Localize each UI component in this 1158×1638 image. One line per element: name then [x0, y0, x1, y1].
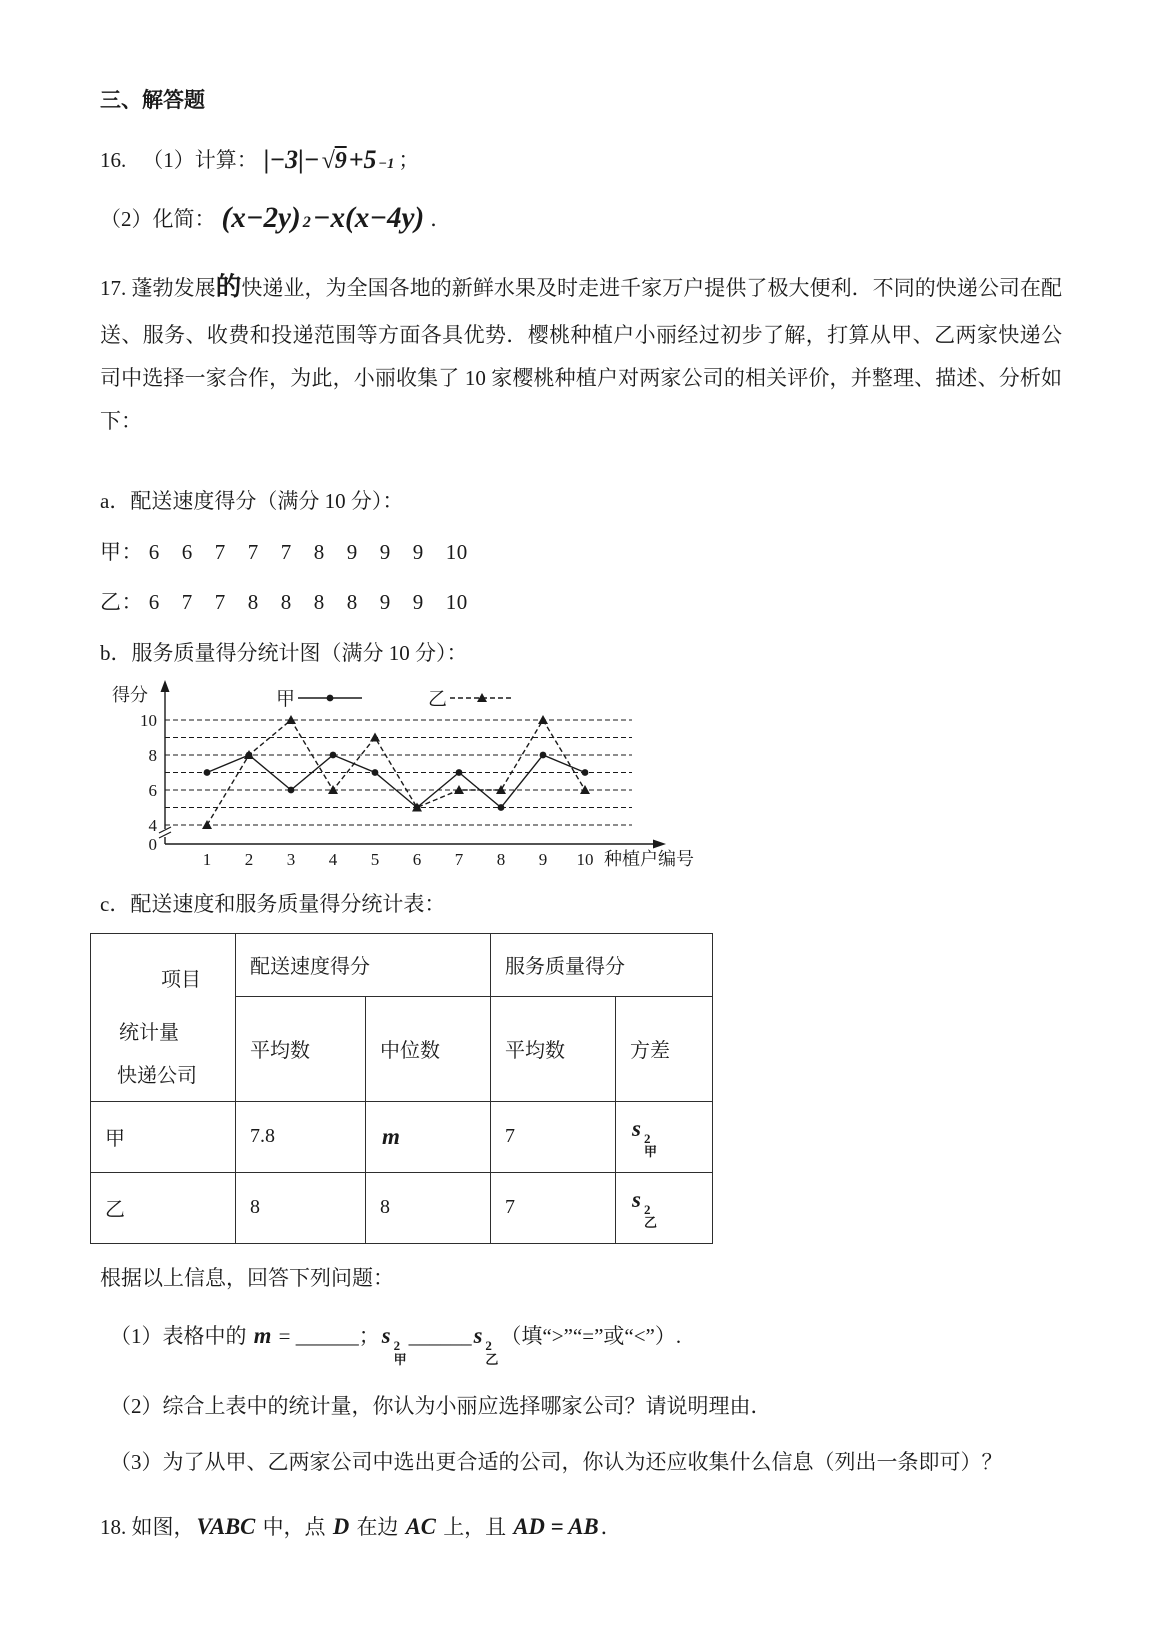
q16-number: 16. — [100, 147, 127, 172]
q17-a-label: a．配送速度得分（满分 10 分）： — [100, 489, 404, 514]
col-header-speed-median: 中位数 — [366, 996, 491, 1101]
math-mm: |−3|− — [263, 145, 320, 174]
marker-triangle-乙 — [370, 733, 380, 742]
jia-speed-median — [366, 1101, 491, 1172]
stats-table — [90, 933, 713, 1244]
math-mt: ． — [600, 1514, 622, 1539]
col-header-service-mean: 平均数 — [491, 996, 616, 1101]
y-tick-0: 0 — [148, 835, 157, 855]
legend-label-甲: 甲 — [276, 689, 296, 711]
x-axis-label: 种植户编号 — [604, 849, 694, 870]
q17-sub-question-2: （2）综合上表中的统计量，你认为小丽应选择哪家公司？请说明理由． — [110, 1393, 772, 1418]
math-mm: s — [632, 1186, 641, 1212]
chart-svg — [100, 675, 720, 875]
x-tick-9: 9 — [538, 850, 548, 870]
question-18 — [100, 1509, 1062, 1544]
math-mt: 7 — [505, 1196, 515, 1219]
table-row-yi — [91, 1172, 713, 1243]
series-line-甲 — [207, 755, 585, 808]
q16-part1-end: ； — [398, 147, 420, 172]
q16-part2-label: （2）化简： — [100, 206, 216, 231]
col-header-speed-mean: 平均数 — [236, 996, 366, 1101]
math-mm: m — [253, 1323, 272, 1349]
group-header-service: 服务质量得分 — [491, 933, 713, 996]
yi-label: 乙： — [100, 590, 143, 615]
marker-circle-甲 — [204, 769, 211, 776]
legend-label-乙: 乙 — [428, 689, 448, 711]
math-mm: s — [632, 1115, 641, 1141]
corner-bottom-label: 快递公司 — [117, 1064, 197, 1087]
corner-mid-label: 统计量 — [119, 1021, 179, 1044]
yi-service-mean — [491, 1172, 616, 1243]
y-tick-4: 4 — [148, 816, 157, 836]
x-tick-6: 6 — [412, 850, 422, 870]
q17-jia-score-row — [100, 536, 1062, 569]
service-quality-chart — [100, 675, 1062, 880]
marker-circle-甲 — [372, 769, 379, 776]
math-s1: 乙 — [643, 1214, 657, 1230]
row-label-yi: 乙 — [91, 1172, 236, 1243]
y-tick-10: 10 — [140, 711, 157, 731]
y-axis-label: 得分 — [112, 685, 148, 706]
marker-triangle-乙 — [328, 785, 338, 794]
x-tick-3: 3 — [286, 850, 296, 870]
math-mm: s — [381, 1323, 391, 1349]
math-mt: 中，点 — [257, 1514, 331, 1539]
math-mss — [485, 1339, 498, 1366]
x-tick-10: 10 — [576, 850, 594, 870]
yi-speed-mean — [236, 1172, 366, 1243]
math-mm: m — [382, 1123, 400, 1149]
math-mt: 7.8 — [250, 1125, 275, 1148]
math-mt: 8 — [380, 1196, 390, 1219]
q17-b-label: b．服务质量得分统计图（满分 10 分）： — [100, 640, 468, 665]
marker-triangle-乙 — [202, 820, 212, 829]
q16-part2-end: ． — [430, 206, 452, 231]
math-mbig: 的 — [215, 272, 242, 302]
yi-values: 6 7 7 8 8 8 8 9 9 10 — [148, 590, 468, 615]
group-header-speed: 配送速度得分 — [236, 933, 491, 996]
q17-c-label: c．配送速度和服务质量得分统计表： — [100, 892, 446, 917]
math-msq: √9 — [321, 148, 347, 174]
corner-top-label: 项目 — [161, 968, 201, 991]
math-msup: 2 — [302, 213, 311, 232]
jia-label: 甲： — [100, 539, 143, 564]
math-mt: （填“>”“=”或“<”）. — [500, 1324, 682, 1349]
yi-service-variance — [616, 1172, 713, 1243]
q16-part1-label: （1）计算： — [142, 147, 258, 172]
math-mt: （1）表格中的 — [110, 1324, 252, 1349]
math-s0: 2 — [643, 1201, 651, 1217]
section-title: 三、解答题 — [100, 88, 205, 112]
math-mt: 快递业，为全国各地的新鲜水果及时走进千家万户提供了极大便利．不同的快递公司在配送、服务、收费和投递范围等方面各具优势．樱桃种植户小丽经过初步了解，打算从甲、乙两家快递公司中选择一家合作，为此，小丽收集了 10 家樱桃种植户对两家公司的相关评价，并整理、描述、分析如下： — [100, 276, 1062, 433]
math-mm: VABC — [196, 1513, 256, 1539]
math-mm: AC — [405, 1513, 436, 1539]
math-s0: 2 — [393, 1338, 401, 1354]
y-tick-6: 6 — [148, 781, 157, 801]
q17-sub-question-3: （3）为了从甲、乙两家公司中选出更合适的公司，你认为还应收集什么信息（列出一条即可）？ — [110, 1450, 1003, 1475]
x-tick-5: 5 — [370, 850, 380, 870]
marker-circle-甲 — [540, 752, 547, 759]
math-mt: 17. 蓬勃发展 — [100, 276, 216, 301]
math-mm: D — [332, 1513, 350, 1539]
math-mt: 18. 如图， — [100, 1514, 195, 1539]
math-mm: −x(x−4y) — [312, 202, 425, 235]
marker-triangle-乙 — [244, 750, 254, 759]
math-mss — [644, 1132, 657, 1159]
marker-triangle-乙 — [454, 785, 464, 794]
table-row-jia — [91, 1101, 713, 1172]
math-mm: +5 — [348, 145, 377, 174]
question-17-intro — [100, 261, 1062, 443]
row-label-jia: 甲 — [91, 1101, 236, 1172]
yi-speed-median — [366, 1172, 491, 1243]
marker-triangle-乙 — [286, 715, 296, 724]
math-mm: AD = AB — [513, 1513, 599, 1539]
marker-triangle-乙 — [538, 715, 548, 724]
jia-values: 6 6 7 7 7 8 9 9 9 10 — [148, 539, 468, 564]
q17-sub-question-1 — [100, 1318, 1062, 1366]
math-mt: ______ — [408, 1324, 472, 1349]
math-s0: 2 — [643, 1130, 651, 1146]
math-mt: 8 — [250, 1196, 260, 1219]
question-16-part1 — [100, 140, 1062, 180]
math-msqv: 9 — [334, 148, 347, 174]
x-tick-4: 4 — [328, 850, 338, 870]
math-mm: (x−2y) — [221, 202, 301, 235]
table-header-row-1 — [91, 933, 713, 996]
marker-circle-甲 — [288, 787, 295, 794]
math-mt: 在边 — [351, 1514, 404, 1539]
math-s1: 甲 — [393, 1351, 407, 1367]
table-corner-cell — [91, 933, 236, 1101]
q17-yi-score-row — [100, 586, 1062, 619]
x-tick-8: 8 — [496, 850, 506, 870]
marker-circle-甲 — [456, 769, 463, 776]
jia-service-mean — [491, 1101, 616, 1172]
q16-formula-1 — [262, 140, 395, 180]
q17-followup: 根据以上信息，回答下列问题： — [100, 1265, 394, 1290]
jia-speed-mean — [236, 1101, 366, 1172]
q16-formula-2 — [220, 196, 427, 241]
math-mss — [394, 1339, 407, 1366]
x-tick-7: 7 — [454, 850, 464, 870]
x-tick-1: 1 — [202, 850, 212, 870]
math-mt: 上，且 — [437, 1514, 512, 1539]
math-mt: 7 — [505, 1125, 515, 1148]
marker-circle-甲 — [330, 752, 337, 759]
math-s0: 2 — [485, 1338, 492, 1354]
math-s1: 甲 — [643, 1143, 657, 1159]
marker-circle-甲 — [582, 769, 589, 776]
x-tick-2: 2 — [244, 850, 254, 870]
legend-marker-甲 — [327, 695, 334, 702]
y-axis-arrow — [161, 680, 170, 692]
question-16-part2 — [100, 196, 1062, 241]
y-tick-8: 8 — [148, 746, 157, 766]
marker-triangle-乙 — [580, 785, 590, 794]
math-mt: = ______； — [273, 1324, 380, 1349]
math-s1: 乙 — [485, 1351, 499, 1367]
jia-service-variance — [616, 1101, 713, 1172]
math-msup: −1 — [378, 156, 395, 172]
x-axis-arrow — [653, 840, 666, 849]
math-mss — [644, 1203, 657, 1230]
math-mm: s — [473, 1323, 483, 1349]
marker-circle-甲 — [498, 804, 505, 811]
col-header-service-variance: 方差 — [616, 996, 713, 1101]
